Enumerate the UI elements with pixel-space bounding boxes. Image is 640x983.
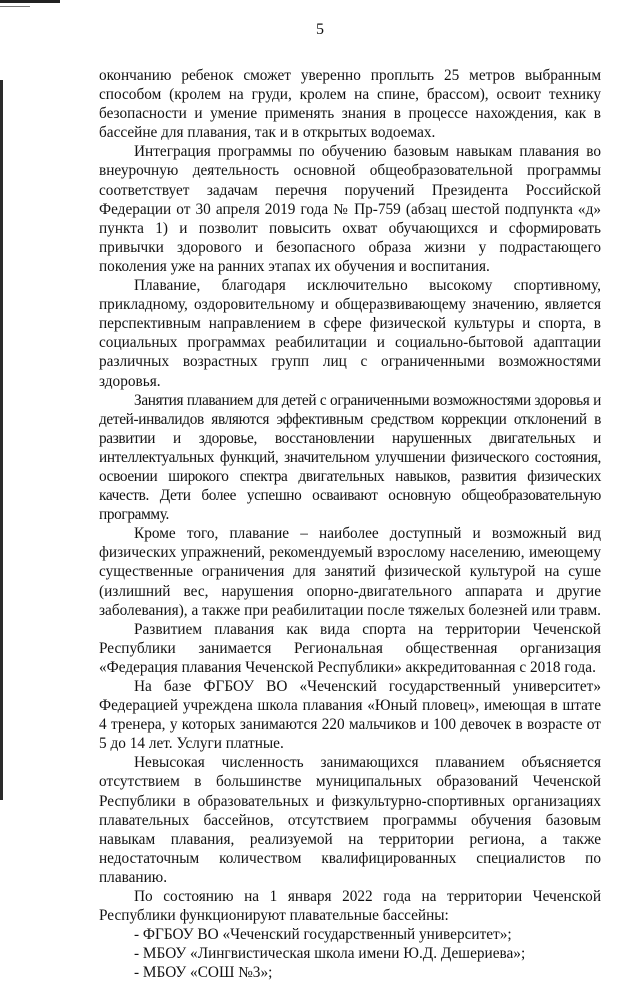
paragraph-disabled-children: Занятия плаванием для детей с ограниченными возможностями здоровья и детей-инвалидов являются эффективным средством коррекции отклонений в развитии и здоровье, восстановлении нарушенных двигательных и интеллектуальных функций, значительном улучшении физического состояния, освоении широкого спектра двигательных навыков, развития физических качеств. Дети более успешно осваивают основную общеобразовательную программу.: [99, 391, 601, 524]
page-number: 5: [316, 21, 324, 38]
paragraph-swim-school: На базе ФГБОУ ВО «Чеченский государственный университет» Федерацией учреждена школа плавания «Юный пловец», имеющая в штате 4 тренера, у которых занимаются 220 мальчиков и 100 девочек в возрасте от 5 до 14 лет. Услуги платные.: [99, 678, 601, 753]
paragraph-pools-intro: По состоянию на 1 января 2022 года на территории Чеченской Республики функционируют плавательные бассейны:: [99, 888, 601, 925]
paragraph-federation: Развитием плавания как вида спорта на территории Чеченской Республики занимается Региональная общественная организация «Федерация плавания Чеченской Республики» аккредитованная с 2018 года.: [99, 620, 601, 676]
paragraph-swimming-value: Плавание, благодаря исключительно высокому спортивному, прикладному, оздоровительному и общеразвивающему значению, является перспективным направлением в сфере физической культуры и спорта, в социальных программах реабилитации и социально-бытовой адаптации различных возрастных групп лиц с ограниченными возможностями здоровья.: [99, 277, 601, 390]
paragraph-continuation: окончанию ребенок сможет уверенно проплыть 25 метров выбранным способом (кролем на груди, кролем на спине, брассом), освоит технику безопасности и умение применять знания в процессе нахождения, как в бассейне для плавания, так и в открытых водоемах.: [99, 67, 601, 142]
list-item-pool: - МБОУ «СОШ №3»;: [134, 964, 273, 982]
paragraph-adult-population: Кроме того, плавание – наиболее доступный и возможный вид физических упражнений, рекомендуемый взрослому населению, имеющему существенные ограничения для занятий физической культурой на суше (излишний вес, нарушения опорно-двигательного аппарата и другие заболевания), а также при реабилитации после тяжелых болезней или травм.: [99, 525, 602, 619]
scan-artifact-top-thin: [0, 6, 30, 7]
list-item-pool: - ФГБОУ ВО «Чеченский государственный университет»;: [134, 926, 512, 944]
document-body: [99, 66, 601, 983]
paragraph-low-participation: Невысокая численность занимающихся плаванием объясняется отсутствием в большинстве муниципальных образований Чеченской Республики в образовательных и физкультурно-спортивных организациях плавательных бассейнов, отсутствием программы обучения базовым навыкам плавания, реализуемой на территории региона, а также недостаточным количеством квалифицированных специалистов по плаванию.: [99, 754, 601, 886]
list-item-pool: - МБОУ «Лингвистическая школа имени Ю.Д. Дешериева»;: [134, 945, 526, 963]
paragraph-integration: Интеграция программы по обучению базовым навыкам плавания во внеурочную деятельность основной общеобразовательной программы соответствует задачам перечня поручений Президента Российской Федерации от 30 апреля 2019 года № Пр-759 (абзац шестой подпункта «д» пункта 1) и позволит повысить охват обучающихся и сформировать привычки здорового и безопасного образа жизни у подрастающего поколения уже на ранних этапах их обучения и воспитания.: [99, 143, 601, 275]
scan-artifact-top: [0, 0, 60, 3]
scan-artifact-left-edge: [0, 80, 3, 800]
